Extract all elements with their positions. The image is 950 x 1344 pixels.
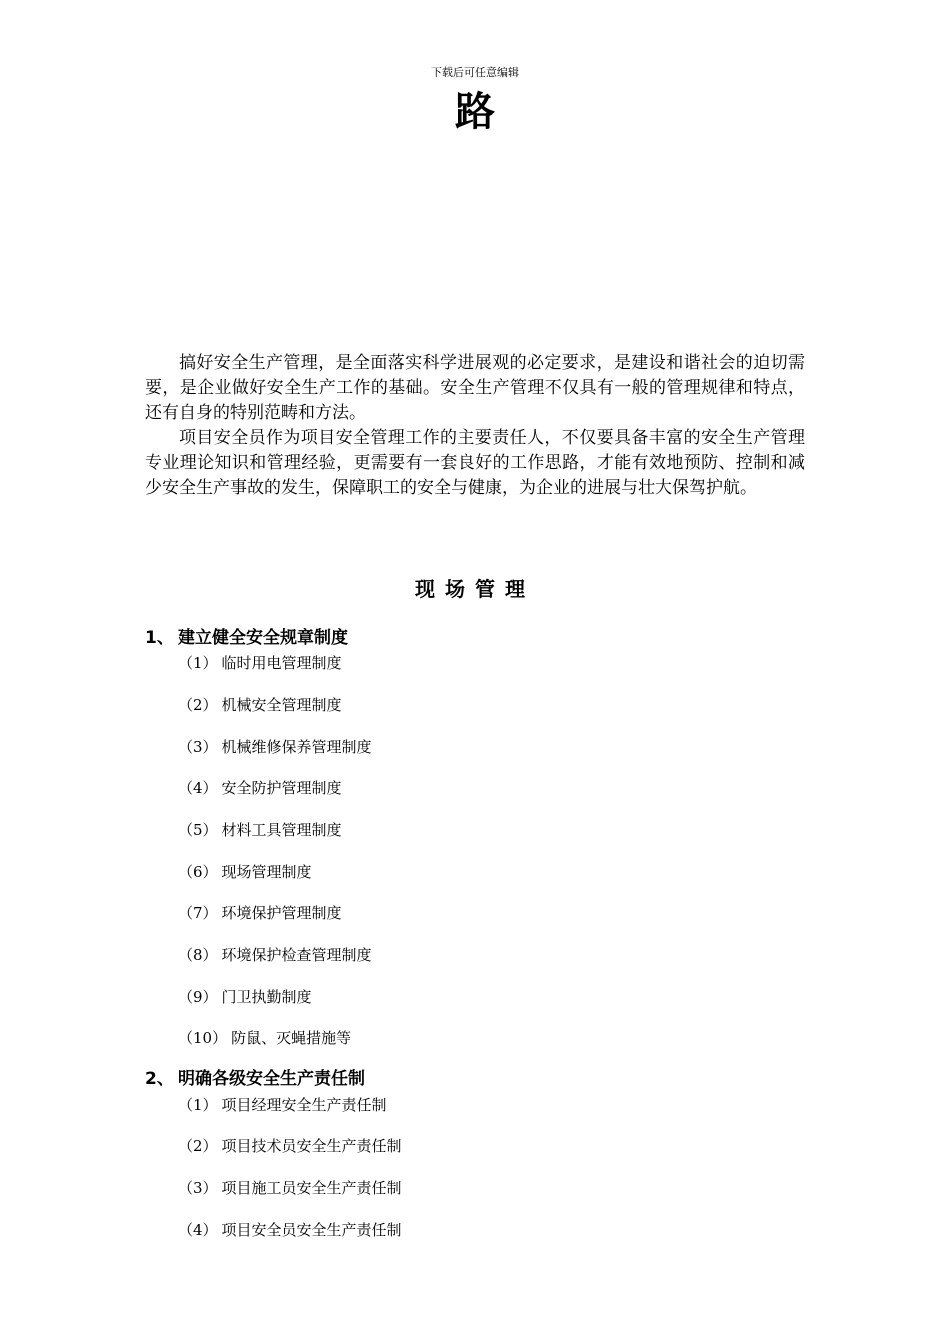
item-index: （1） [178,654,218,672]
header-note: 下载后可任意编辑 [431,66,519,79]
item-text: 项目技术员安全生产责任制 [221,1137,402,1155]
intro-paragraph: 项目安全员作为项目安全管理工作的主要责任人，不仅要具备丰富的安全生产管理专业理论知识和管理经验，更需要有一套良好的工作思路，才能有效地预防、控制和减少安全生产事故的发生，保障职工的安全与健康，为企业的进展与壮大保驾护航。 [145,428,805,498]
list-item [178,862,312,882]
item-index: （5） [178,821,218,839]
item-index: （3） [178,738,218,756]
group-title: 建立健全安全规章制度 [178,628,348,648]
group-heading [145,626,348,650]
item-text: 项目施工员安全生产责任制 [221,1179,402,1197]
item-text: 临时用电管理制度 [221,654,342,672]
item-text: 项目经理安全生产责任制 [221,1096,387,1114]
item-index: （7） [178,904,218,922]
group-number: 1、 [145,628,174,648]
item-text: 机械维修保养管理制度 [221,738,372,756]
item-text: 门卫执勤制度 [221,988,312,1006]
page-title: 路 [455,89,495,135]
list-item [178,1178,402,1198]
item-index: （9） [178,988,218,1006]
intro-paragraph: 搞好安全生产管理，是全面落实科学进展观的必定要求，是建设和谐社会的迫切需要，是企业做好安全生产工作的基础。安全生产管理不仅具有一般的管理规律和特点，还有自身的特别范畴和方法。 [145,353,805,423]
item-index: （2） [178,696,218,714]
list-item [178,903,342,923]
list-item [178,1136,402,1156]
item-index: （6） [178,863,218,881]
item-text: 机械安全管理制度 [221,696,342,714]
item-index: （8） [178,946,218,964]
item-text: 防鼠、灭蝇措施等 [231,1029,352,1047]
intro [145,351,805,501]
item-index: （4） [178,1221,218,1239]
list-item [178,1095,387,1115]
item-index: （2） [178,1137,218,1155]
group-number: 2、 [145,1069,174,1089]
list-item [178,778,342,798]
item-text: 项目安全员安全生产责任制 [221,1221,402,1239]
item-text: 安全防护管理制度 [221,779,342,797]
section-title: 现场管理 [415,577,535,601]
item-text: 现场管理制度 [221,863,312,881]
item-index: （3） [178,1179,218,1197]
list-item [178,737,372,757]
group-heading [145,1067,365,1091]
list-item [178,1028,351,1048]
list-item [178,820,342,840]
item-text: 环境保护检查管理制度 [221,946,372,964]
item-index: （1） [178,1096,218,1114]
list-item [178,945,372,965]
list-item [178,987,312,1007]
list-item [178,1220,402,1240]
item-index: （10） [178,1029,228,1047]
list-item [178,695,342,715]
item-text: 环境保护管理制度 [221,904,342,922]
list-item [178,653,342,673]
group-title: 明确各级安全生产责任制 [178,1069,365,1089]
item-text: 材料工具管理制度 [221,821,342,839]
item-index: （4） [178,779,218,797]
